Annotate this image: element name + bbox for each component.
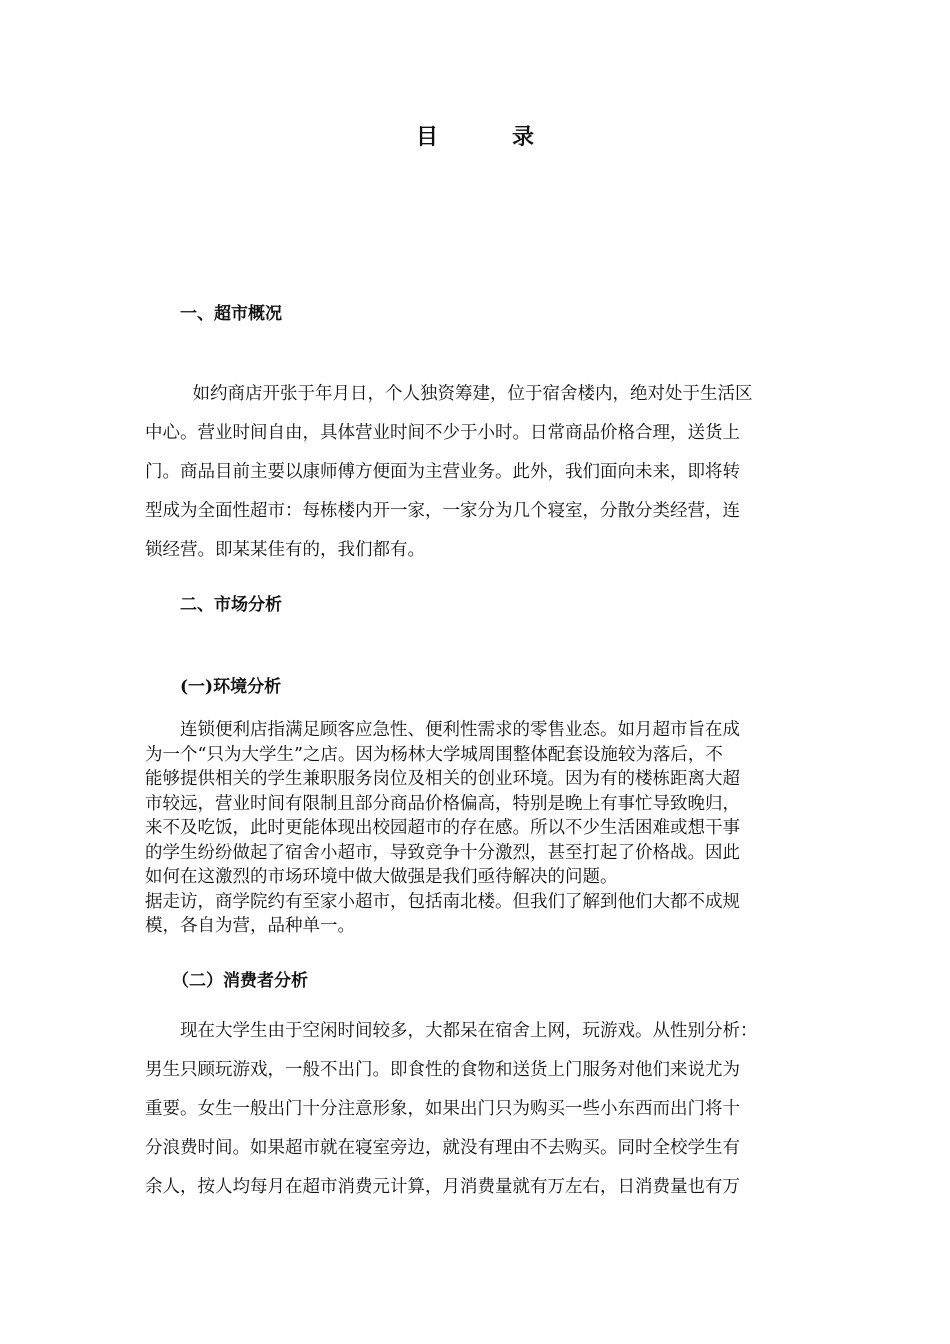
text-line: 的学生纷纷做起了宿舍小超市，导致竞争十分激烈，甚至打起了价格战。因此 <box>145 842 740 863</box>
text-line: 锁经营。即某某佳有的，我们都有。 <box>145 540 425 560</box>
text-line: 连锁便利店指满足顾客应急性、便利性需求的零售业态。如月超市旨在成 <box>145 720 740 740</box>
text-line: 型成为全面性超市：每栋楼内开一家，一家分为几个寝室，分散分类经营，连 <box>145 501 740 521</box>
text-line: 模，各自为营，品种单一。 <box>145 916 355 936</box>
text-line: 据走访，商学院约有至家小超市，包括南北楼。但我们了解到他们大都不成规 <box>145 891 740 912</box>
subsection-heading-environment: (一)环境分析 <box>180 677 282 697</box>
text-line: 中心。营业时间自由，具体营业时间不少于小时。日常商品价格合理，送货上 <box>145 423 740 443</box>
section-heading-overview: 一、超市概况 <box>180 304 282 324</box>
text-line: 重要。女生一般出门十分注意形象，如果出门只为购买一些小东西而出门将十 <box>145 1099 740 1119</box>
text-line: 如何在这激烈的市场环境中做大做强是我们亟待解决的问题。 <box>145 867 618 887</box>
text-line: 门。商品目前主要以康师傅方便面为主营业务。此外，我们面向未来，即将转 <box>145 462 740 482</box>
text-line: 为一个“只为大学生”之店。因为杨林大学城周围整体配套设施较为落后，不 <box>145 744 723 765</box>
text-line: 市较远，营业时间有限制且部分商品价格偏高，特别是晚上有事忙导致晚归， <box>145 793 740 814</box>
paragraph-environment <box>145 718 815 939</box>
paragraph-consumer <box>145 1012 815 1207</box>
text-line: 现在大学生由于空闲时间较多，大都呆在宿舍上网，玩游戏。从性别分析： <box>145 1021 758 1041</box>
text-line: 分浪费时间。如果超市就在寝室旁边，就没有理由不去购买。同时全校学生有 <box>145 1138 740 1158</box>
text-line: 如约商店开张于年月日，个人独资筹建，位于宿舍楼内，绝对处于生活区 <box>175 384 753 404</box>
text-line: 男生只顾玩游戏，一般不出门。即食性的食物和送货上门服务对他们来说尤为 <box>145 1060 740 1080</box>
section-heading-market-analysis: 二、市场分析 <box>180 595 282 615</box>
subsection-heading-consumer: （二）消费者分析 <box>172 971 308 991</box>
text-line: 来不及吃饭，此时更能体现出校园超市的存在感。所以不少生活困难或想干事 <box>145 818 740 838</box>
text-line: 余人，按人均每月在超市消费元计算，月消费量就有万左右，日消费量也有万 <box>145 1177 740 1197</box>
page-title: 目 录 <box>415 124 560 150</box>
text-line: 能够提供相关的学生兼职服务岗位及相关的创业环境。因为有的楼栋距离大超 <box>145 769 740 789</box>
paragraph-overview <box>145 375 815 570</box>
